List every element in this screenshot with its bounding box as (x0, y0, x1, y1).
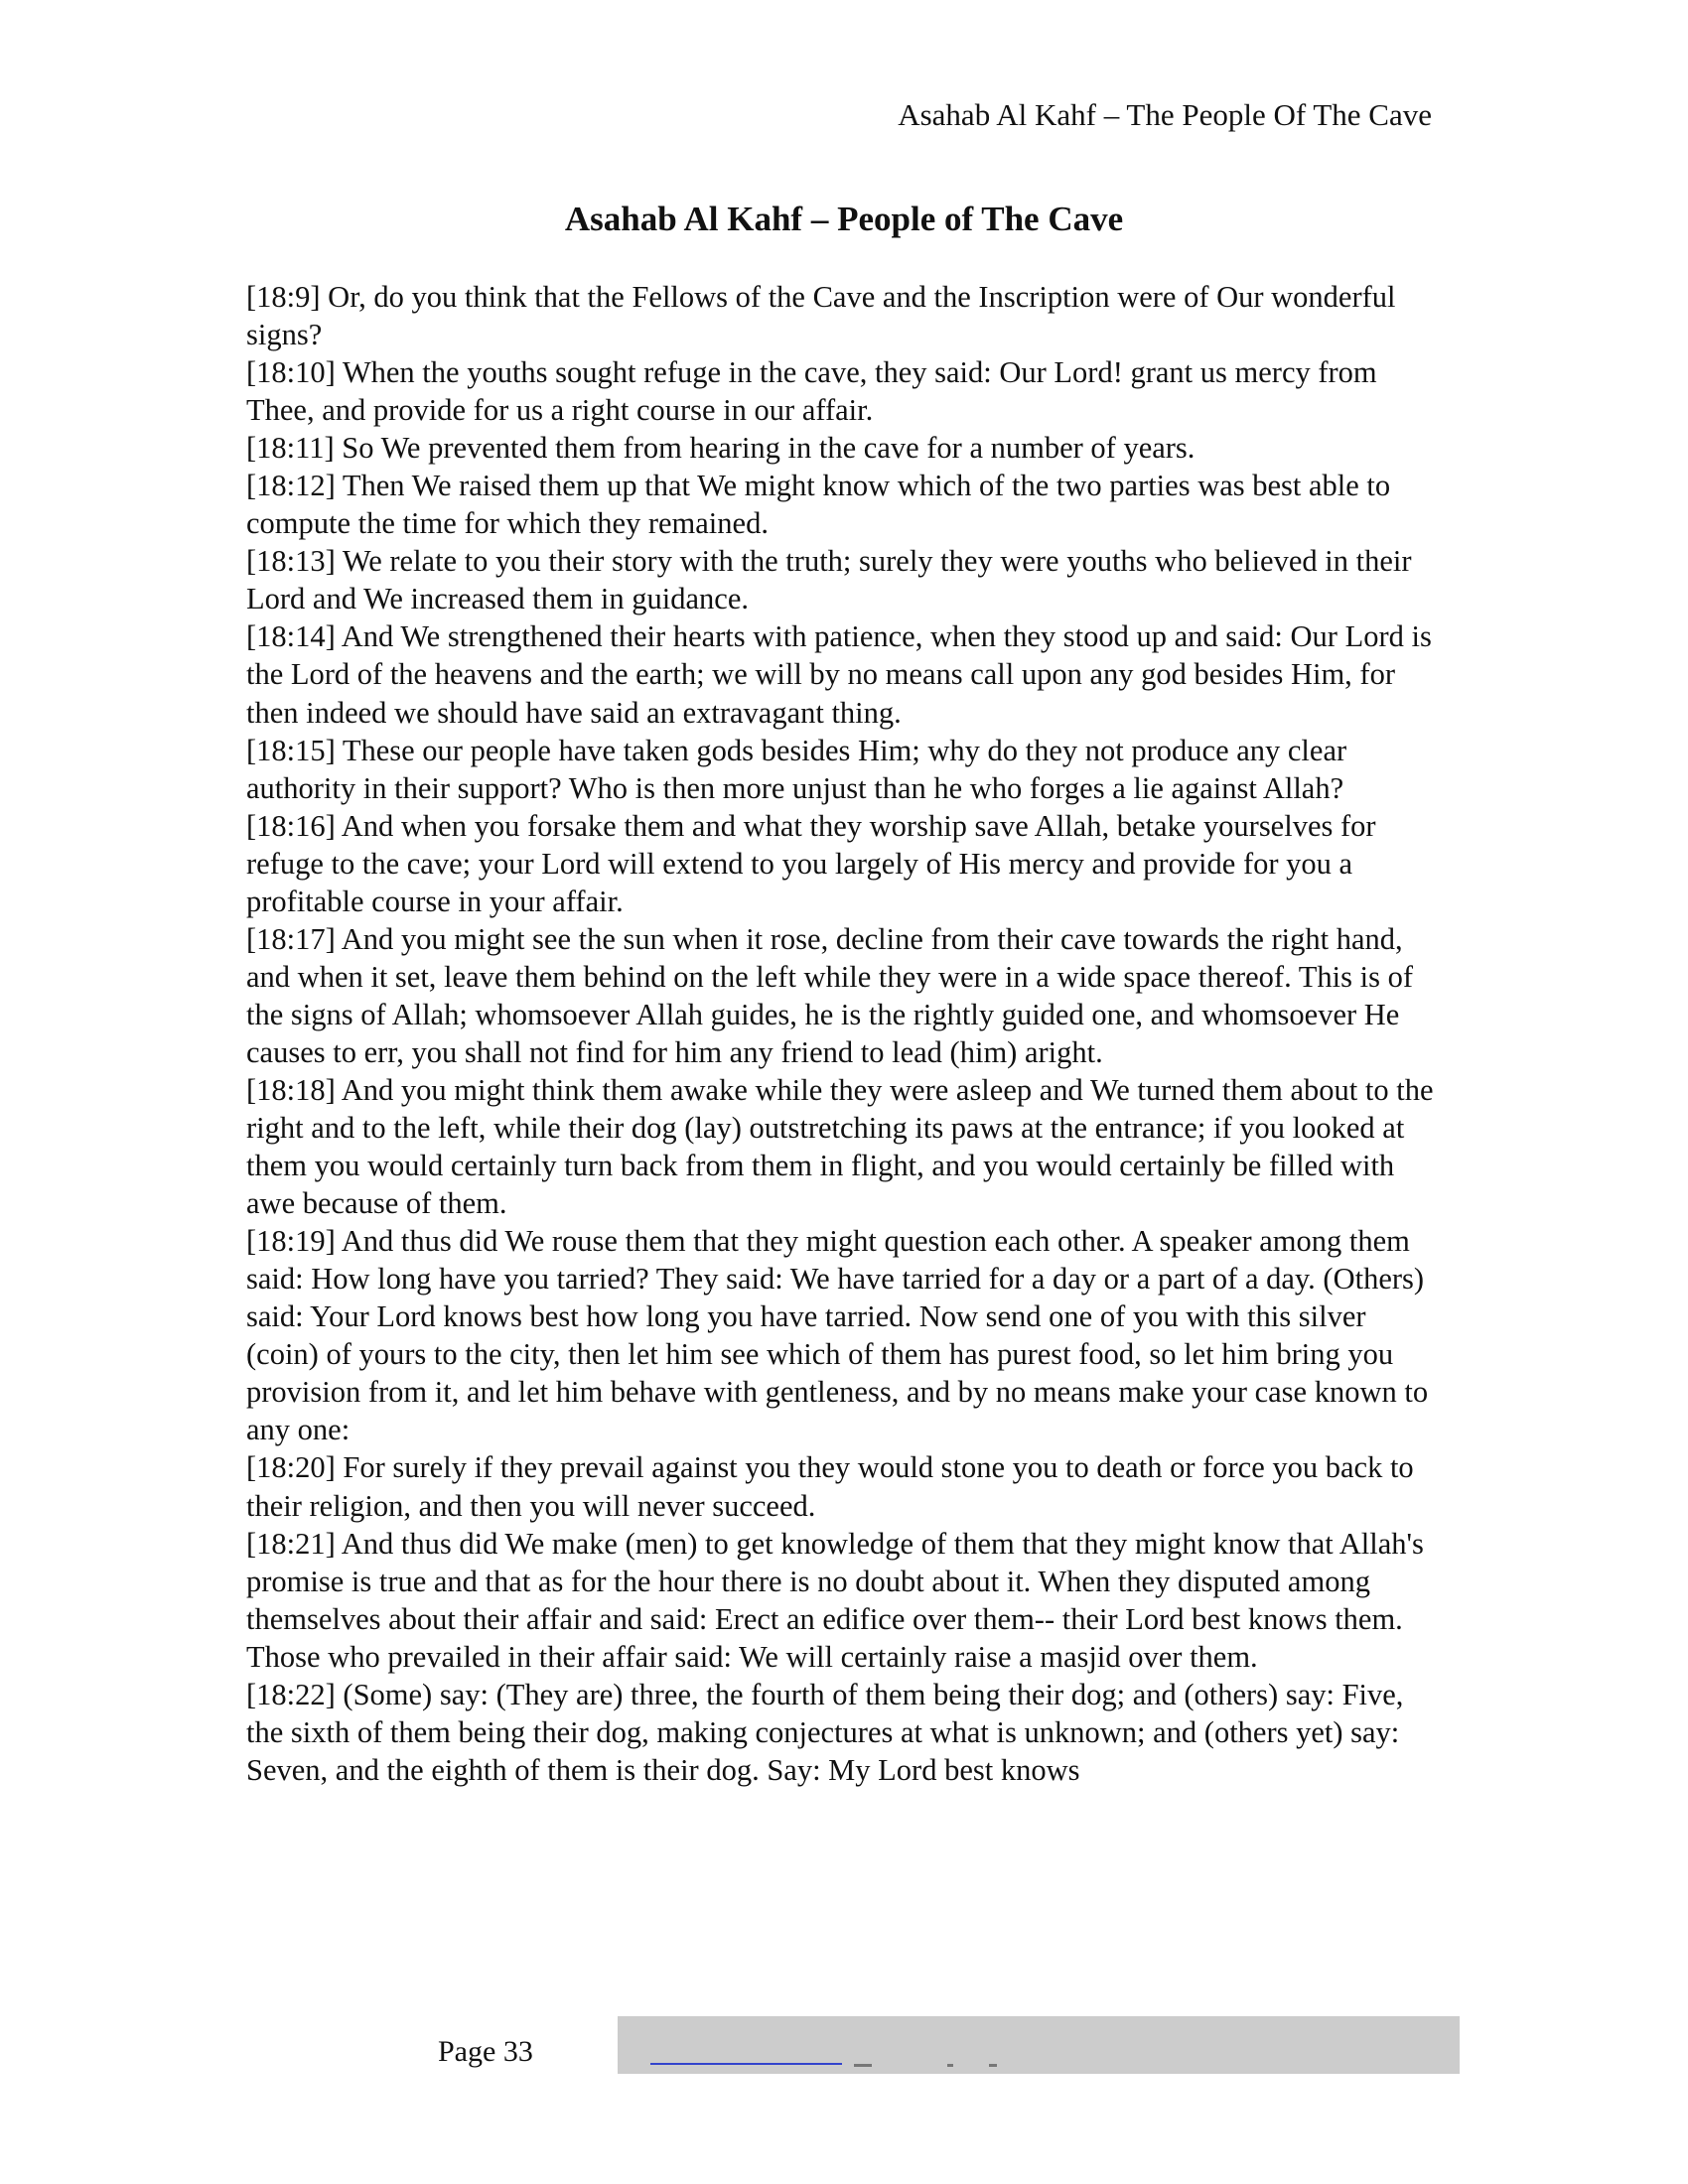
verse-18-18: [18:18] And you might think them awake while they were asleep and We turned them about to the right and to the left, while their dog (lay) outstretching its paws at the entrance; if you looked at them you would certainly turn back from them in flight, and you would certainly be filled with awe because of them. (246, 1072, 1434, 1221)
verse-18-22: [18:22] (Some) say: (They are) three, the fourth of them being their dog; and (others) say: Five, the sixth of them being their dog, making conjectures at what is unknown; and (others yet) say: Seven, and the eighth of them is their dog. Say: My Lord best knows (246, 1677, 1404, 1787)
page-number: Page 33 (438, 2035, 533, 2068)
verse-18-17: [18:17] And you might see the sun when it rose, decline from their cave towards the right hand, and when it set, leave them behind on the left while they were in a wide space thereof. This is of the signs of Allah; whomsoever Allah guides, he is the rightly guided one, and whomsoever He causes to err, you shall not find for him any friend to lead (him) aright. (246, 921, 1414, 1069)
document-title: Asahab Al Kahf – People of The Cave (564, 200, 1124, 238)
verse-18-14: [18:14] And We strengthened their hearts with patience, when they stood up and said: Our Lord is the Lord of the heavens and the earth; we will by no means call upon any god besides Him, for then indeed we should have said an extravagant thing. (246, 619, 1432, 730)
verse-18-19: [18:19] And thus did We rouse them that they might question each other. A speaker among them said: How long have you tarried? They said: We have tarried for a day or a part of a day. (Others) said: Your Lord knows best how long you have tarried. Now send one of you with this silver (coin) of yours to the city, then let him see which of them has purest food, so let him bring you provision from it, and let him behave with gentleness, and by no means make your case known to any one: (246, 1224, 1429, 1447)
footer-link[interactable] (650, 2063, 842, 2065)
verse-18-9: [18:9] Or, do you think that the Fellows of the Cave and the Inscription were of Our wonderful signs? (246, 280, 1396, 352)
verse-18-11: [18:11] So We prevented them from hearing in the cave for a number of years. (246, 431, 1196, 466)
footer-bar (618, 2016, 1460, 2074)
verse-18-20: [18:20] For surely if they prevail against you they would stone you to death or force you back to their religion, and then you will never succeed. (246, 1450, 1414, 1523)
verse-18-15: [18:15] These our people have taken gods besides Him; why do they not produce any clear authority in their support? Who is then more unjust than he who forges a lie against Allah? (246, 733, 1347, 805)
running-header: Asahab Al Kahf – The People Of The Cave (898, 97, 1432, 132)
footer-marks (852, 2064, 1011, 2068)
verse-18-13: [18:13] We relate to you their story with the truth; surely they were youths who believed in their Lord and We increased them in guidance. (246, 544, 1412, 616)
verse-18-12: [18:12] Then We raised them up that We might know which of the two parties was best able to compute the time for which they remained. (246, 469, 1391, 541)
verse-18-21: [18:21] And thus did We make (men) to get knowledge of them that they might know that Allah's promise is true and that as for the hour there is no doubt about it. When they disputed among themselves about their affair and said: Erect an edifice over them-- their Lord best knows them. Those who prevailed in their affair said: We will certainly raise a masjid over them. (246, 1526, 1424, 1674)
verse-18-10: [18:10] When the youths sought refuge in the cave, they said: Our Lord! grant us mercy from Thee, and provide for us a right course in our affair. (246, 355, 1377, 428)
verse-18-16: [18:16] And when you forsake them and what they worship save Allah, betake yourselves for refuge to the cave; your Lord will extend to you largely of His mercy and provide for you a profitable course in your affair. (246, 808, 1376, 918)
verse-list (246, 278, 1438, 1789)
